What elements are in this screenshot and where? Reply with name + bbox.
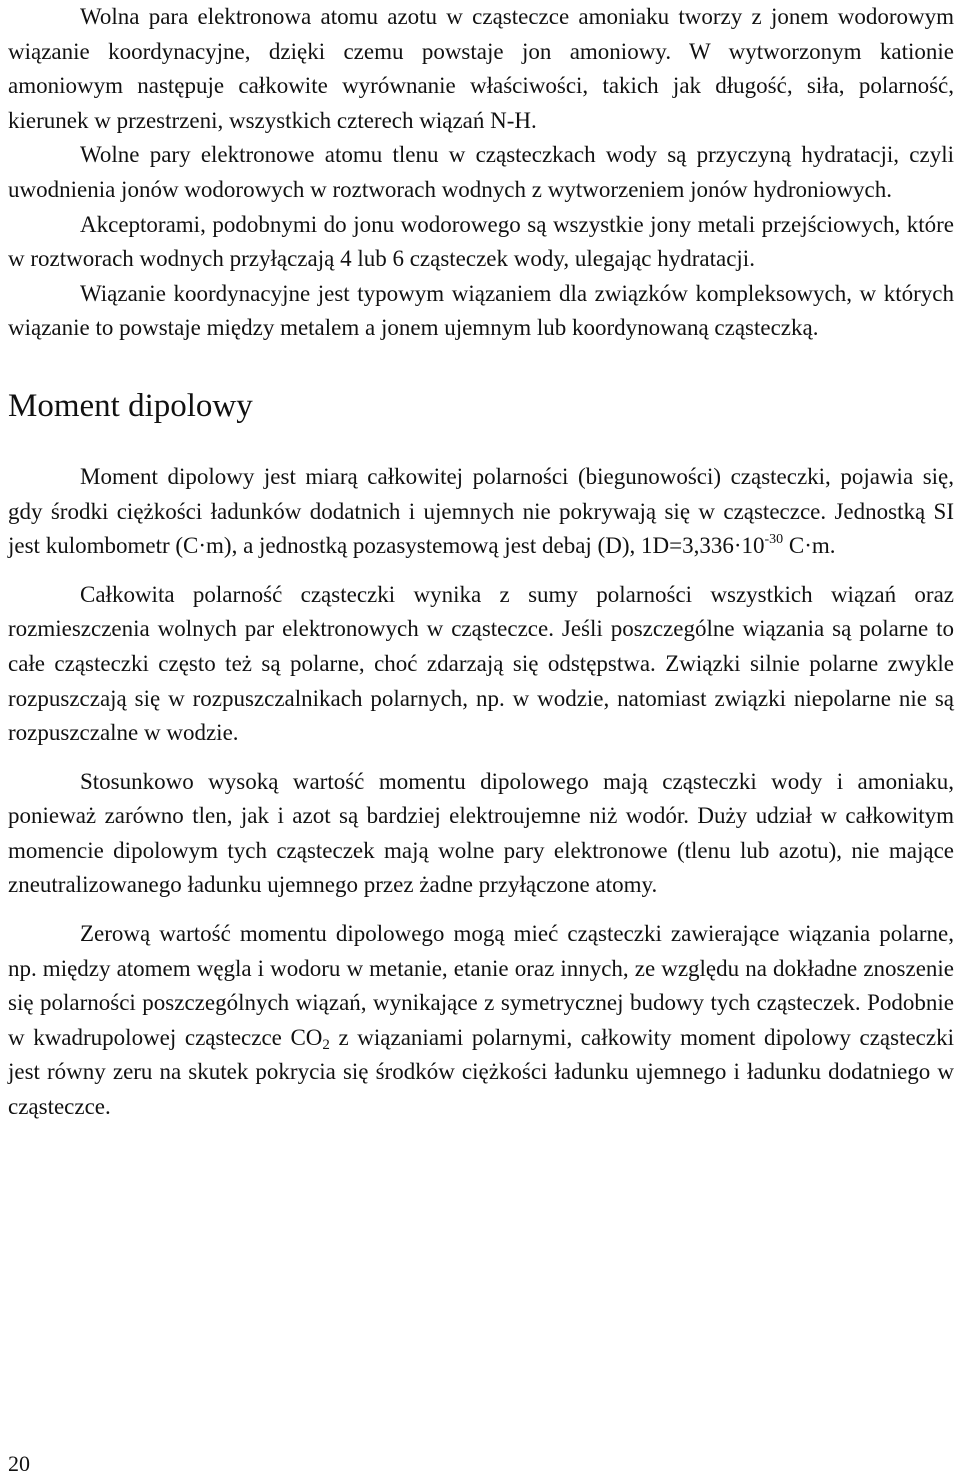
page-number: 20	[8, 1451, 30, 1476]
section-heading: Moment dipolowy	[8, 387, 253, 424]
subscript-two: 2	[322, 1036, 330, 1053]
exponent-superscript: -30	[764, 532, 784, 548]
paragraph-dipole-definition-end: C·m.	[783, 533, 836, 559]
page-content	[8, 0, 954, 1125]
paragraph-coordination-bond: Wiązanie koordynacyjne jest typowym wiązaniem dla związków kompleksowych, w których wiązanie to powstaje między metalem a jonem ujemnym lub koordynowaną cząsteczką.	[8, 280, 954, 341]
paragraph-zero-dipole-text: Zerową wartość momentu dipolowego mogą mieć cząsteczki zawierające wiązania polarne, np. między atomem węgla i wodoru w metanie, etanie oraz innych, ze względu na dokładne znoszenie się polarności poszczególnych wiązań, wynikające z symetrycznej budowy tych cząsteczek. Podobnie w kwadrupolowej cząsteczce CO	[8, 921, 954, 1050]
paragraph-acceptors: Akceptorami, podobnymi do jonu wodorowego są wszystkie jony metali przejściowych, które w roztworach wodnych przyłączają 4 lub 6 cząsteczek wody, ulegając hydratacji.	[8, 211, 954, 272]
paragraph-water-ammonia: Stosunkowo wysoką wartość momentu dipolowego mają cząsteczki wody i amoniaku, ponieważ zarówno tlen, jak i azot są bardziej elektroujemne niż wodór. Duży udział w całkowitym momencie dipolowym tych cząsteczek mają wolne pary elektronowe (tlenu lub azotu), nie mające zneutralizowanego ładunku ujemnego przez żadne przyłączone atomy.	[8, 768, 954, 898]
paragraph-dipole-definition	[8, 460, 954, 564]
paragraph-zero-dipole-end: z wiązaniami polarnymi, całkowity moment dipolowy cząsteczki jest równy zeru na skutek pokrycia się środków ciężkości ładunku ujemnego i ładunku dodatniego w cząsteczce.	[8, 1024, 954, 1120]
paragraph-total-polarity: Całkowita polarność cząsteczki wynika z sumy polarności wszystkich wiązań oraz rozmieszczenia wolnych par elektronowych w cząsteczce. Jeśli poszczególne wiązania są polarne to całe cząsteczki często też są polarne, choć zdarzają się odstępstwa. Związki silnie polarne zwykle rozpuszczają się w rozpuszczalnikach polarnych, np. w wodzie, natomiast związki niepolarne nie są rozpuszczalne w wodzie.	[8, 581, 954, 746]
paragraph-dipole-definition-text: Moment dipolowy jest miarą całkowitej polarności (biegunowości) cząsteczki, pojawia się, gdy środki ciężkości ładunków dodatnich i ujemnych nie pokrywają się w cząsteczce. Jednostką SI jest kulombometr (C·m), a jednostką pozasystemową jest debaj (D), 1D=3,336·10	[8, 463, 954, 559]
paragraph-hydration: Wolne pary elektronowe atomu tlenu w cząsteczkach wody są przyczyną hydratacji, czyli uwodnienia jonów wodorowych w roztworach wodnych z wytworzeniem jonów hydroniowych.	[8, 142, 954, 202]
paragraph-ammonium-ion: Wolna para elektronowa atomu azotu w cząsteczce amoniaku tworzy z jonem wodorowym wiązanie koordynacyjne, dzięki czemu powstaje jon amoniowy. W wytworzonym kationie amoniowym następuje całkowite wyrównanie właściwości, takich jak długość, siła, polarność, kierunek w przestrzeni, wszystkich czterech wiązań N-H.	[8, 4, 954, 133]
paragraph-zero-dipole	[8, 917, 954, 1125]
